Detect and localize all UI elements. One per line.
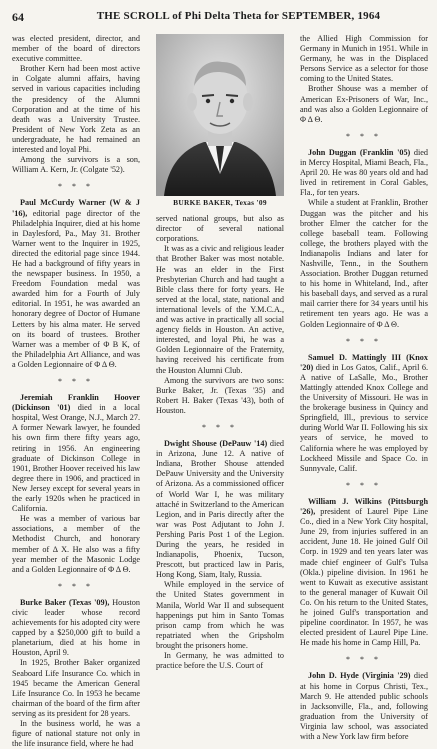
obituary-text: died in Mercy Hospital, Miami Beach, Fla., April 20. He was 80 years old and had lived in retirement in Coral Gables, Fla., for ten years. <box>300 147 428 198</box>
obituary-entry <box>12 393 140 514</box>
obituary-name: Dwight Shouse (DePauw '14) <box>164 439 268 449</box>
paragraph: Brother Shouse was a member of American Ex-Prisoners of War, Inc., and was also a Golden Legionnaire of Φ Δ Θ. <box>300 84 428 124</box>
obituary-entry <box>300 497 428 648</box>
paragraph: While employed in the service of the United States government in Manila, World War II and subsequent happenings put him in Santo Tomas prison camp from which he was repatriated when the Gripsholm brought the prisoners home. <box>156 580 284 650</box>
obituary-name: Jeremiah Franklin Hoover (Dickinson '01) <box>12 393 140 413</box>
obituary-text: died in Los Gatos, Calif., April 6. A native of LaSalle, Mo., Brother Mattingly attended Knox College and the University of Missouri. He was in the brokerage business in Quincy and Springfield, Ill., previous to service during World War II. Following his six years of service, he moved to California where he was employed by Lockheed Missile and Space Co. in Sunnyvale, Calif. <box>300 362 428 473</box>
section-separator: * * * <box>346 131 382 141</box>
obituary-name: Paul McCurdy Warner (W & J '16), <box>12 198 140 218</box>
section-separator: * * * <box>202 422 238 432</box>
obituary-entry <box>12 598 140 659</box>
paragraph: served national groups, but also as director of several national corporations. <box>156 214 284 244</box>
obituary-text: president of Laurel Pipe Line Co., died in a New York City hospital, June 29, from injuries suffered in an accident, June 18. He joined Gulf Oil Corp. in 1929 and ten years later was made chief engineer of Gulf's Tulsa (Okla.) pipeline division. In 1961 he went to Kuwait as executive assistant to the general manager of Kuwait Oil Co. On his return to the United States, he joined Gulf's transportation and pipeline coordinator. In 1957, he was elected president of Laurel Pipe Line. He made his home in Camp Hill, Pa. <box>300 507 428 648</box>
obituary-name: John Duggan (Franklin '05) <box>308 147 411 157</box>
column-1 <box>12 34 140 749</box>
paragraph: He was a member of various bar associations, a member of the Methodist Church, and honorary member of Δ Χ. He also was a fifty year member of the Masonic Lodge and a Golden Legionnaire of Φ Δ Θ. <box>12 514 140 574</box>
portrait-image <box>156 34 284 196</box>
obituary-text: Houston civic leader whose record achievements for his adopted city were capped by a $250,000 gift to build a planetarium, died at his home in Houston, April 9. <box>12 597 140 658</box>
paragraph: It was as a civic and religious leader that Brother Baker was most notable. He was an elder in the First Presbyterian Church and had taught a Bible class there for forty years. He served at the local, state, national and international levels of the Y.M.C.A., and was active in practically all social agency fields in Houston. An active, interested, and loyal Phi, he was a Golden Legionnaire of the Fraternity, having received his certificate from the Houston Alumni Club. <box>156 244 284 375</box>
page-number: 64 <box>12 10 24 24</box>
obituary-text: died in a local hospital, West Orange, N.J., March 27. A former Newark lawyer, he founded his own firm there fifty years ago, retiring in 1956. An engineering graduate of Dickinson College in 1901, Brother Hoover received his law degree there in 1906, and practiced in New Jersey except for several years in the early 1920s when he practiced in California. <box>12 403 140 514</box>
paragraph: Among the survivors is a son, William A. Kern, Jr. (Colgate '52). <box>12 155 140 175</box>
obituary-entry <box>156 439 284 580</box>
section-separator: * * * <box>346 480 382 490</box>
page-header <box>12 9 425 25</box>
paragraph: In Germany, he was admitted to practice before the U.S. Court of <box>156 651 284 671</box>
obituary-name: Samuel D. Mattingly III (Knox '20) <box>300 352 428 372</box>
paragraph: was elected president, director, and member of the board of directors executive committee. <box>12 34 140 64</box>
paragraph: In 1925, Brother Baker organized Seaboard Life Insurance Co. which in 1945 became the American General Life Insurance Co. In 1953 he became chairman of the board of the firm after serving as its president for 28 years. <box>12 658 140 718</box>
paragraph: the Allied High Commission for Germany in Munich in 1951. While in Germany, he was in the Displaced Persons Service as a selector for those coming to the United States. <box>300 34 428 84</box>
obituary-name: William J. Wilkins (Pittsburgh '26), <box>300 496 428 517</box>
paragraph: Brother Kern had been most active in Colgate alumni affairs, having served in various capacities including the presidency of the Alumni Corporation and at the time of his death was a University Trustee. President of New York Zeta as an undergraduate, he had remained an interested and loyal Phi. <box>12 64 140 155</box>
section-separator: * * * <box>58 377 94 386</box>
portrait-photo <box>156 34 284 196</box>
obituary-entry <box>300 148 428 198</box>
photo-caption: BURKE BAKER, Texas '09 <box>173 198 267 207</box>
obituary-name: Burke Baker (Texas '09), <box>20 597 110 607</box>
obituary-text: editorial page director of the Philadelphia Inquirer, died at his home in Daylesford, Pa., May 31. Brother Warner went to the Inquirer in 1925, directed the editorial page since 1944. He had a background of fifty years in the newspaper business. In 1950, a Freedom Foundation medal was awarded him for a Fourth of July editorial. In 1951, he was awarded an honorary degree of Doctor of Humane Letters by his alma mater. He served on its board of trustees. Brother Warner was a member of Φ Β Κ, of the Philadelphia Art Alliance, and was a Golden Legionnaire of Φ Δ Θ. <box>12 208 140 369</box>
obituary-text: died at his home in Corpus Christi, Tex., March 9. He attended public schools in Jacksonville, Fla., and, following graduation from the University of Virginia law school, was associated with a New York law firm before <box>300 671 428 741</box>
paragraph: Among the survivors are two sons: Burke Baker, Jr. (Texas '35) and Robert H. Baker (Texas '43), both of Houston. <box>156 375 284 415</box>
column-3 <box>300 34 428 741</box>
obituary-entry <box>300 353 428 474</box>
section-separator: * * * <box>346 336 382 346</box>
section-separator: * * * <box>58 581 94 591</box>
obituary-text: died in Arizona, June 12. A native of Indiana, Brother Shouse attended DePauw University and the University of Arizona. As a commissioned officer of World War I, he was military attaché in Switzerland to the American Legion, and in Paris directly after the war was Post Adjutant to John J. Pershing Paris Post 1 of the Legion. During the years, he resided in Indianapolis, Phoenix, Tucson, Prescott, but practiced law in Paris, Hong Kong, Siam, Italy, Russia. <box>156 439 284 580</box>
obituary-name: John D. Hyde (Virginia '29) <box>308 671 411 681</box>
paragraph: In the business world, he was a figure of national stature not only in the life insurance field, where he had <box>12 719 140 749</box>
running-title: THE SCROLL of Phi Delta Theta for SEPTEMBER, 1964 <box>96 10 381 22</box>
column-2 <box>156 34 284 671</box>
section-separator: * * * <box>58 182 94 192</box>
paragraph: While a student at Franklin, Brother Duggan was the pitcher and his brother Elmer the catcher for the college baseball team. Following college, the brothers played with the Indianapolis Indians and later for Nashville, Tenn., in the Southern Association. Brother Duggan returned to his home in Whiteland, Ind., after his baseball days, and served as a rural mail carrier there for 34 years until his retirement ten years ago. He was a Golden Legionnaire of Φ Δ Θ. <box>300 198 428 329</box>
section-separator: * * * <box>346 655 382 665</box>
obituary-entry <box>12 198 140 370</box>
obituary-entry <box>300 671 428 742</box>
